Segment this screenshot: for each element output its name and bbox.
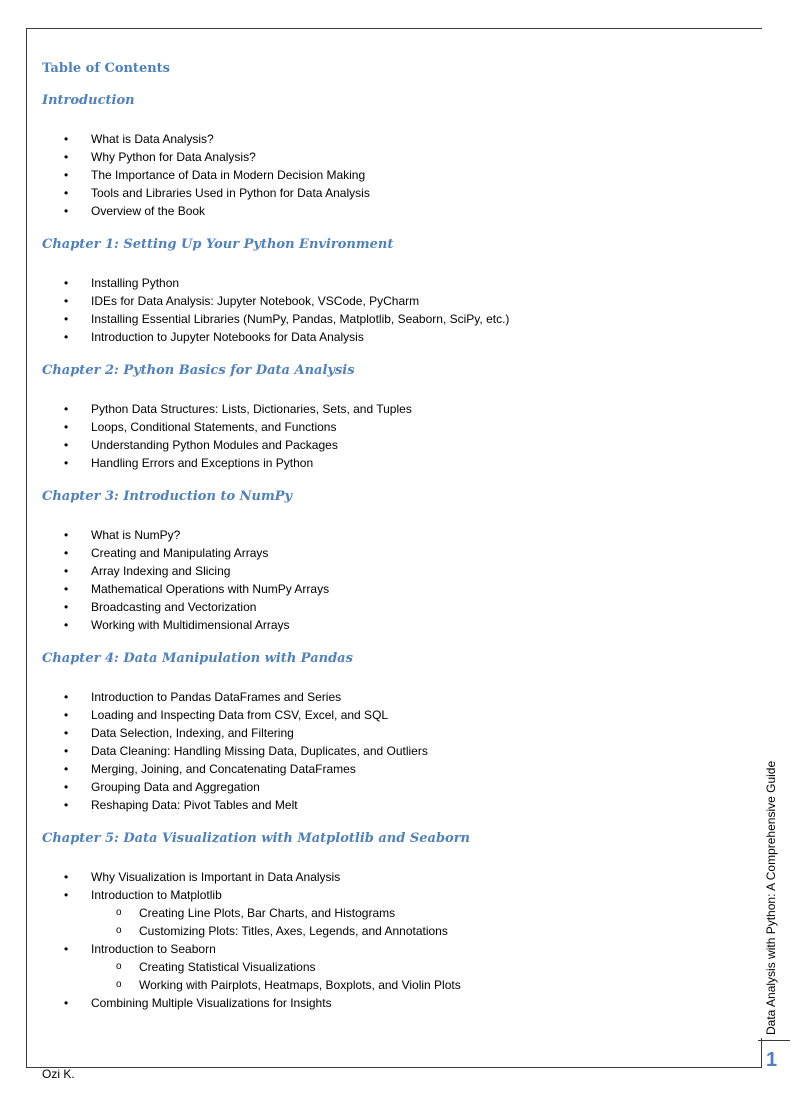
- list-item: [42, 274, 742, 292]
- sub-list-item: o Working with Pairplots, Heatmaps, Boxplots, and Violin Plots: [91, 976, 742, 994]
- list-item: [42, 598, 742, 616]
- list-item-text: Overview of the Book: [91, 204, 206, 218]
- list-item: [42, 562, 742, 580]
- list-item-text: Introduction to Seaborn: [91, 942, 216, 956]
- page-number: 1: [766, 1049, 778, 1071]
- list-item: [42, 616, 742, 634]
- list-item: [42, 544, 742, 562]
- list-item-text: Combining Multiple Visualizations for Insights: [91, 996, 332, 1010]
- list-item-text: Broadcasting and Vectorization: [91, 600, 257, 614]
- list-item-text: Installing Python: [91, 276, 180, 290]
- header-rule-vertical: [761, 1038, 762, 1068]
- list-item-text: Tools and Libraries Used in Python for Data Analysis: [91, 186, 370, 200]
- list-item: [42, 778, 742, 796]
- toc-sections: [42, 92, 742, 1012]
- list-item: [42, 580, 742, 598]
- running-header-book-title: Data Analysis with Python: A Comprehensive Guide: [764, 760, 778, 1035]
- list-item: [42, 310, 742, 328]
- section-item-list: [42, 274, 742, 346]
- list-item-text: Introduction to Matplotlib: [91, 888, 222, 902]
- list-item: [42, 940, 742, 994]
- section-item-list: [42, 688, 742, 814]
- section-item-list: [42, 130, 742, 220]
- list-item: [42, 868, 742, 886]
- list-item: [42, 436, 742, 454]
- list-item-text: Loops, Conditional Statements, and Functions: [91, 420, 337, 434]
- section-item-list: [42, 868, 742, 1012]
- sub-item-list: [91, 958, 742, 994]
- list-item-text: Array Indexing and Slicing: [91, 564, 231, 578]
- list-item: [42, 454, 742, 472]
- list-item-text: Grouping Data and Aggregation: [91, 780, 260, 794]
- section-heading-chapter-5: Chapter 5: Data Visualization with Matplotlib and Seaborn: [42, 831, 471, 846]
- section-item-list: [42, 526, 742, 634]
- sub-list-item: o Customizing Plots: Titles, Axes, Legends, and Annotations: [91, 922, 742, 940]
- list-item: [42, 328, 742, 346]
- table-of-contents: [42, 56, 742, 1012]
- toc-title: Table of Contents: [42, 61, 170, 76]
- list-item-text: Creating and Manipulating Arrays: [91, 546, 269, 560]
- list-item: [42, 202, 742, 220]
- list-item: [42, 166, 742, 184]
- list-item-text: What is NumPy?: [91, 528, 181, 542]
- list-item-text: Handling Errors and Exceptions in Python: [91, 456, 314, 470]
- list-item: [42, 688, 742, 706]
- list-item-text: Merging, Joining, and Concatenating DataFrames: [91, 762, 356, 776]
- list-item-text: The Importance of Data in Modern Decision Making: [91, 168, 366, 182]
- list-item-text: Loading and Inspecting Data from CSV, Excel, and SQL: [91, 708, 389, 722]
- list-item: [42, 148, 742, 166]
- list-item: [42, 994, 742, 1012]
- list-item-text: Why Python for Data Analysis?: [91, 150, 256, 164]
- list-item-text: Introduction to Jupyter Notebooks for Data Analysis: [91, 330, 364, 344]
- section-item-list: [42, 400, 742, 472]
- list-item-text: Data Selection, Indexing, and Filtering: [91, 726, 294, 740]
- list-item: [42, 184, 742, 202]
- section-heading-chapter-1: Chapter 1: Setting Up Your Python Environment: [42, 237, 394, 252]
- author-name: Ozi K.: [42, 1067, 75, 1081]
- list-item: [42, 724, 742, 742]
- list-item-text: Mathematical Operations with NumPy Arrays: [91, 582, 330, 596]
- sub-list-item: o Creating Line Plots, Bar Charts, and Histograms: [91, 904, 742, 922]
- section-heading-chapter-2: Chapter 2: Python Basics for Data Analysis: [42, 363, 355, 378]
- list-item-text: Working with Multidimensional Arrays: [91, 618, 290, 632]
- list-item-text: Installing Essential Libraries (NumPy, Pandas, Matplotlib, Seaborn, SciPy, etc.): [91, 312, 510, 326]
- list-item-text: Introduction to Pandas DataFrames and Series: [91, 690, 342, 704]
- list-item: [42, 760, 742, 778]
- sub-item-list: [91, 904, 742, 940]
- list-item: [42, 706, 742, 724]
- list-item-text: Why Visualization is Important in Data Analysis: [91, 870, 341, 884]
- list-item: [42, 292, 742, 310]
- list-item-text: Data Cleaning: Handling Missing Data, Duplicates, and Outliers: [91, 744, 428, 758]
- section-heading-chapter-3: Chapter 3: Introduction to NumPy: [42, 489, 293, 504]
- section-heading-introduction: Introduction: [42, 93, 135, 108]
- list-item: [42, 400, 742, 418]
- list-item-text: Python Data Structures: Lists, Dictionaries, Sets, and Tuples: [91, 402, 412, 416]
- list-item: [42, 526, 742, 544]
- list-item-text: Reshaping Data: Pivot Tables and Melt: [91, 798, 298, 812]
- section-heading-chapter-4: Chapter 4: Data Manipulation with Pandas: [42, 651, 353, 666]
- list-item-text: IDEs for Data Analysis: Jupyter Notebook, VSCode, PyCharm: [91, 294, 420, 308]
- list-item: [42, 418, 742, 436]
- list-item-text: What is Data Analysis?: [91, 132, 214, 146]
- list-item: [42, 742, 742, 760]
- header-rule-horizontal: [758, 1040, 790, 1041]
- list-item: [42, 130, 742, 148]
- list-item-text: Understanding Python Modules and Packages: [91, 438, 338, 452]
- list-item: [42, 796, 742, 814]
- sub-list-item: o Creating Statistical Visualizations: [91, 958, 742, 976]
- list-item: [42, 886, 742, 940]
